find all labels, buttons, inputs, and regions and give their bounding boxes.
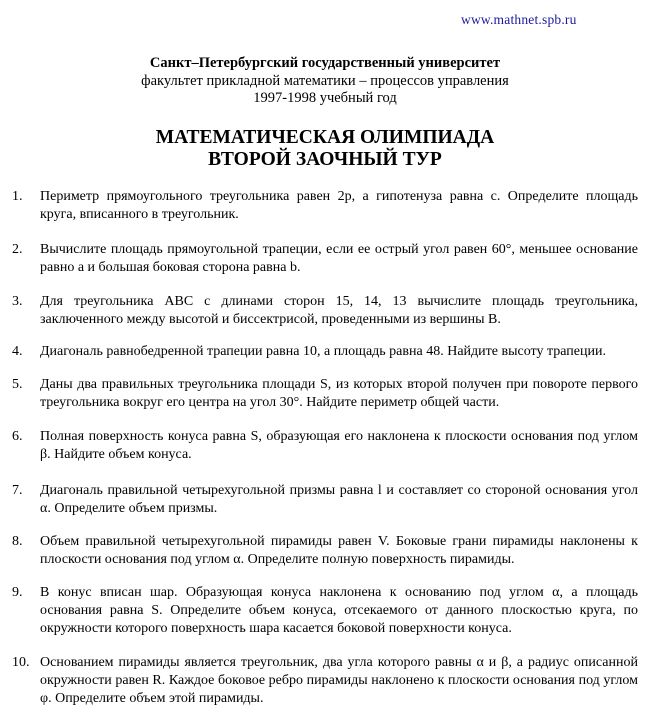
problem-number: 5. (12, 377, 23, 392)
problem-text: Полная поверхность конуса равна S, образующая его наклонена к плоскости основания под углом β. Найдите объем конуса. (40, 429, 638, 462)
problem-number: 2. (12, 242, 23, 257)
problem-text: Для треугольника ABC с длинами сторон 15, 14, 13 вычислите площадь треугольника, заключенного между высотой и биссектрисой, проведенными из вершины B. (40, 294, 638, 327)
problem-number: 9. (12, 585, 23, 600)
problem-text: Даны два правильных треугольника площади S, из которых второй получен при повороте первого треугольника вокруг его центра на угол 30°. Найдите периметр общей части. (40, 377, 638, 410)
problem-number: 1. (12, 189, 23, 204)
problem-text: В конус вписан шар. Образующая конуса наклонена к основанию под углом α, а площадь основания равна S. Определите объем конуса, отсекаемого от данного плоскостью круга, по окружности которого поверхность шара касается боковой поверхности конуса. (40, 585, 638, 636)
document-title: МАТЕМАТИЧЕСКАЯ ОЛИМПИАДА (155, 127, 495, 148)
academic-year: 1997-1998 учебный год (253, 90, 397, 106)
problem-text: Основанием пирамиды является треугольник, два угла которого равны α и β, а радиус описанной окружности равен R. Каждое боковое ребро пирамиды наклонено к плоскости основания под углом φ. Определите объем этой пирамиды. (40, 655, 638, 706)
problem-number: 3. (12, 294, 23, 309)
problem-number: 4. (12, 344, 23, 359)
problem-text: Периметр прямоугольного треугольника равен 2p, а гипотенуза равна c. Определите площадь круга, вписанного в треугольник. (40, 189, 638, 222)
problem-number: 7. (12, 483, 23, 498)
problem-text: Диагональ правильной четырехугольной призмы равна l и составляет со стороной основания угол α. Определите объем призмы. (40, 483, 638, 516)
faculty-name: факультет прикладной математики – процессов управления (141, 73, 509, 89)
document-subtitle: ВТОРОЙ ЗАОЧНЫЙ ТУР (208, 149, 442, 170)
problem-number: 6. (12, 429, 23, 444)
problem-number: 10. (12, 655, 30, 670)
problem-text: Объем правильной четырехугольной пирамиды равен V. Боковые грани пирамиды наклонены к плоскости основания под углом α. Определите полную поверхность пирамиды. (40, 534, 638, 567)
problem-number: 8. (12, 534, 23, 549)
problem-text: Диагональ равнобедренной трапеции равна 10, а площадь равна 48. Найдите высоту трапеции. (40, 344, 606, 359)
site-url[interactable]: www.mathnet.spb.ru (461, 12, 577, 27)
problem-text: Вычислите площадь прямоугольной трапеции, если ее острый угол равен 60°, меньшее основание равно a и большая боковая сторона равна b. (40, 242, 638, 275)
university-name: Санкт–Петербургский государственный университет (149, 55, 501, 71)
